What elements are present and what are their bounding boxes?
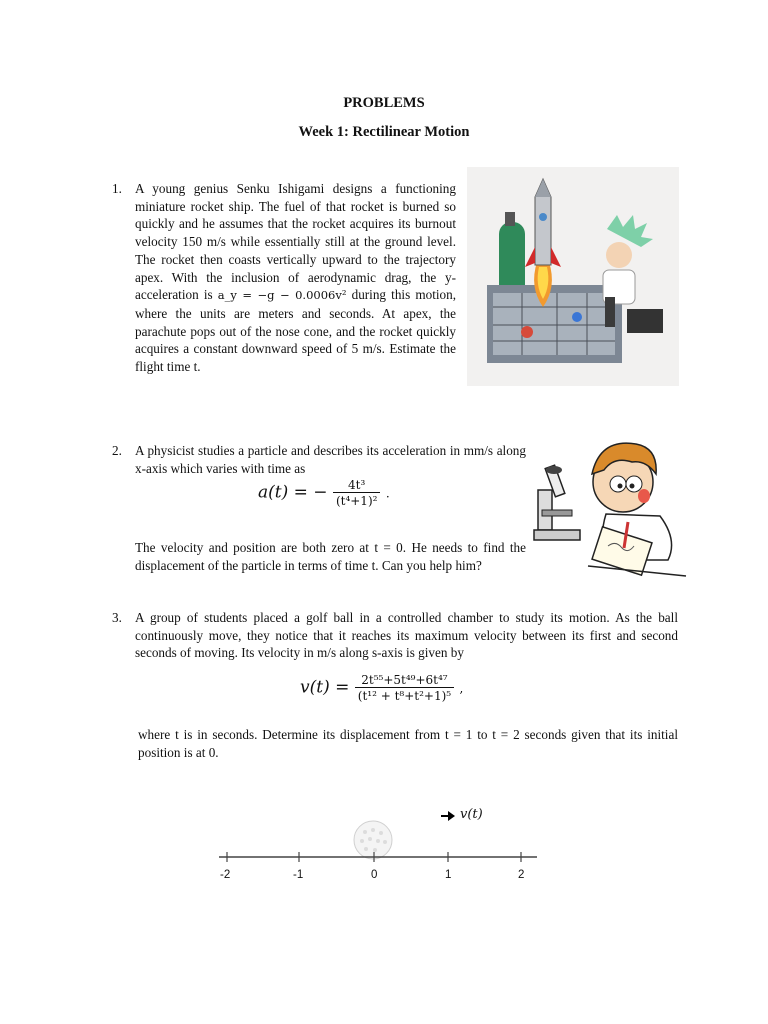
problem-2-equation-lhs: a(t) = − xyxy=(258,482,328,503)
velocity-arrow-label: v(t) xyxy=(460,807,483,822)
problem-2-text: A physicist studies a particle and describes its acceleration in mm/s along x-axis which varies with time as xyxy=(135,443,526,476)
problem-3-equation-numerator: 2t⁵⁵+5t⁴⁹+6t⁴⁷ xyxy=(361,673,448,687)
problem-2-equation-fraction xyxy=(333,478,381,508)
rocket-illustration xyxy=(467,167,679,386)
problem-2-text-after: The velocity and position are both zero at t = 0. He needs to find the displacement of the particle in terms of time t. Can you help him? xyxy=(135,540,526,573)
problem-3-equation-fraction xyxy=(355,673,454,703)
arrow-right-icon xyxy=(441,811,455,821)
tick-label-neg2: -2 xyxy=(220,869,231,881)
problem-2-equation-denominator: (t⁴+1)² xyxy=(333,492,381,508)
tick-label-1: 1 xyxy=(445,869,452,881)
tick-label-neg1: -1 xyxy=(293,869,304,881)
tick-label-0: 0 xyxy=(371,869,378,881)
problem-1-text xyxy=(135,180,456,376)
problem-1-text-before: A young genius Senku Ishigami designs a functioning miniature rocket ship. The fuel of that rocket is burned so quickly and he assumes that the rocket acquires its burnout velocity 150 m/s while essentially still at the ground level. The rocket then coasts vertically upward to the trajectory apex. With the inclusion of aerodynamic drag, the y-acceleration is xyxy=(135,181,456,303)
problem-3-equation-tail: , xyxy=(459,681,464,696)
problem-3-equation-lhs: v(t) = xyxy=(300,677,350,698)
problem-3-number: 3. xyxy=(112,610,122,625)
number-line-figure xyxy=(215,790,545,910)
problem-3-equation xyxy=(300,673,463,703)
problem-2-equation-numerator: 4t³ xyxy=(348,478,366,492)
page-title: PROBLEMS xyxy=(343,95,425,111)
problem-2-equation-tail: . xyxy=(385,486,390,501)
problem-2-number: 2. xyxy=(112,443,122,458)
problem-3-text-after: where t is in seconds. Determine its displacement from t = 1 to t = 2 seconds given that its initial position is at 0. xyxy=(138,727,678,760)
golf-ball-icon xyxy=(354,821,392,859)
problem-1-text-after: during this motion, where the units are meters and seconds. At apex, the parachute pops out of the nose cone, and the rocket quickly acquires a constant downward speed of 5 m/s. Estimate the flight time t. xyxy=(135,287,457,375)
problem-3-equation-denominator: (t¹² + t⁸+t²+1)⁵ xyxy=(355,687,454,703)
problem-1-number: 1. xyxy=(112,181,122,196)
problem-3-text: A group of students placed a golf ball in a controlled chamber to study its motion. As the ball continuously move, they notice that it reaches its maximum velocity between its first and second seconds of moving. Its velocity in m/s along s-axis is given by xyxy=(135,610,678,661)
problem-2-equation xyxy=(258,478,390,508)
tick-label-2: 2 xyxy=(518,869,525,881)
scientist-microscope-illustration xyxy=(528,430,688,578)
page-subtitle: Week 1: Rectilinear Motion xyxy=(298,124,470,140)
problem-1-equation: a_y = −g − 0.0006v² xyxy=(217,288,347,303)
